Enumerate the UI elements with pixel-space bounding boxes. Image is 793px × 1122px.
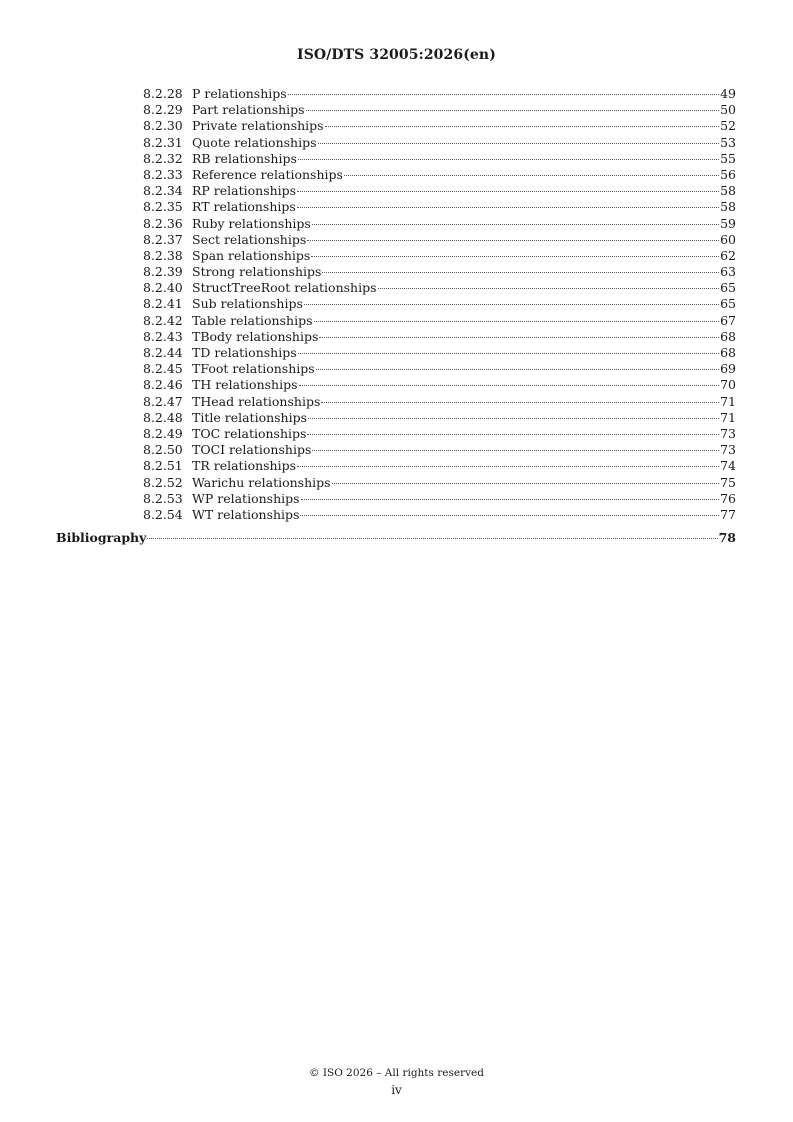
page-number: iv [391, 1083, 402, 1097]
toc-leader-dots [332, 483, 720, 484]
toc-entry-number: 8.2.35 [143, 199, 183, 215]
toc-entry-page: 60 [720, 231, 736, 247]
toc-entry-title: Warichu relationships [192, 474, 331, 490]
toc-entry-page: 56 [720, 166, 736, 182]
toc-entry-number: 8.2.53 [143, 490, 183, 506]
toc-entry[interactable] [56, 313, 736, 329]
toc-entry-page: 77 [720, 506, 736, 522]
toc-entry-title: TFoot relationships [192, 361, 315, 377]
toc-entry[interactable] [56, 507, 736, 523]
toc-leader-dots [299, 385, 720, 386]
toc-entry-title: Table relationships [192, 312, 313, 328]
toc-entry-page: 58 [720, 183, 736, 199]
toc-entry-page: 53 [720, 134, 736, 150]
table-of-contents [56, 86, 736, 546]
toc-leader-dots [325, 126, 720, 127]
toc-entry-page: 75 [720, 474, 736, 490]
toc-entry-page: 71 [720, 409, 736, 425]
toc-entry-number: 8.2.34 [143, 183, 183, 199]
toc-entry[interactable] [56, 442, 736, 458]
toc-entry[interactable] [56, 394, 736, 410]
toc-entry[interactable] [56, 296, 736, 312]
toc-leader-dots [306, 110, 720, 111]
toc-entry-title: TH relationships [192, 377, 298, 393]
toc-entry-title: Ruby relationships [192, 215, 311, 231]
toc-entry-page: 52 [720, 118, 736, 134]
toc-entry[interactable] [56, 264, 736, 280]
toc-entry-title: Span relationships [192, 247, 311, 263]
toc-entry-title: RP relationships [192, 183, 297, 199]
toc-entry-page: 55 [720, 150, 736, 166]
toc-entry[interactable] [56, 135, 736, 151]
toc-entry-number: 8.2.48 [143, 409, 183, 425]
toc-entry-page: 73 [720, 425, 736, 441]
toc-entry-page: 67 [720, 312, 736, 328]
toc-entry-number: 8.2.36 [143, 215, 183, 231]
toc-leader-dots [147, 538, 717, 539]
toc-entry[interactable] [56, 426, 736, 442]
toc-leader-dots [298, 159, 719, 160]
toc-entry-number: 8.2.37 [143, 231, 183, 247]
toc-leader-dots [321, 402, 719, 403]
toc-leader-dots [314, 321, 720, 322]
toc-entry[interactable] [56, 377, 736, 393]
toc-entry-page: 49 [720, 86, 736, 101]
toc-leader-dots [316, 369, 719, 370]
toc-leader-dots [300, 515, 719, 516]
toc-entry[interactable] [56, 167, 736, 183]
toc-leader-dots [308, 418, 719, 419]
toc-leader-dots [319, 337, 719, 338]
toc-entry-page: 69 [720, 361, 736, 377]
document-header [0, 47, 793, 63]
toc-entry[interactable] [56, 248, 736, 264]
toc-entry-page: 68 [720, 345, 736, 360]
toc-entry[interactable] [56, 361, 736, 377]
toc-leader-dots [297, 207, 719, 208]
document-id: ISO/DTS 32005:2026(en) [297, 47, 496, 63]
toc-entry-title: Strong relationships [192, 264, 322, 280]
toc-leader-dots [288, 94, 719, 95]
toc-entry[interactable] [56, 491, 736, 507]
toc-entry[interactable] [56, 118, 736, 134]
toc-entry-title: RB relationships [192, 150, 297, 166]
toc-entry-number: 8.2.32 [143, 150, 183, 166]
toc-entry[interactable] [56, 345, 736, 361]
toc-entry-page: 65 [720, 280, 736, 296]
toc-entry-number: 8.2.39 [143, 264, 183, 280]
toc-entry-number: 8.2.28 [143, 86, 183, 101]
toc-leader-dots [304, 304, 719, 305]
toc-leader-dots [298, 353, 719, 354]
toc-entry[interactable] [56, 475, 736, 491]
toc-entry-title: THead relationships [192, 393, 321, 409]
toc-entry-page: 62 [720, 247, 736, 263]
toc-entry-number: 8.2.44 [143, 345, 183, 360]
toc-leader-dots [312, 450, 719, 451]
toc-entry-title: Sect relationships [192, 231, 307, 247]
toc-entry-title: Sub relationships [192, 296, 303, 312]
toc-entry-title: Reference relationships [192, 166, 343, 182]
toc-entry-page: 78 [718, 530, 736, 546]
toc-entry-title: TR relationships [192, 458, 297, 474]
toc-leader-dots [318, 143, 720, 144]
toc-entry[interactable] [56, 151, 736, 167]
toc-leader-dots [297, 191, 719, 192]
toc-entry[interactable] [56, 183, 736, 199]
toc-entry[interactable] [56, 216, 736, 232]
toc-entry-page: 59 [720, 215, 736, 231]
toc-entry-page: 74 [720, 458, 736, 474]
toc-entry-number: 8.2.54 [143, 506, 183, 522]
toc-entry-page: 73 [720, 442, 736, 458]
toc-entry-number: 8.2.50 [143, 442, 183, 458]
toc-leader-dots [297, 466, 719, 467]
toc-entry-title: TOC relationships [192, 425, 307, 441]
toc-entry-page: 65 [720, 296, 736, 312]
toc-entry-title: Private relationships [192, 118, 324, 134]
toc-entry-page: 63 [720, 264, 736, 280]
toc-entry-title: TOCI relationships [192, 442, 312, 458]
toc-entry-number: 8.2.49 [143, 425, 183, 441]
toc-leader-dots [322, 272, 719, 273]
toc-entry-number: 8.2.41 [143, 296, 183, 312]
toc-entry-title: StructTreeRoot relationships [192, 280, 377, 296]
toc-entry-title: TBody relationships [192, 328, 319, 344]
toc-entry[interactable] [56, 232, 736, 248]
toc-entry-title: RT relationships [192, 199, 296, 215]
toc-entry-number: 8.2.29 [143, 102, 183, 118]
toc-leader-dots [344, 175, 719, 176]
toc-entry-page: 50 [720, 102, 736, 118]
toc-entry[interactable] [56, 329, 736, 345]
toc-entry-number: 8.2.30 [143, 118, 183, 134]
toc-entry-title: Bibliography [56, 530, 147, 546]
toc-entry-number: 8.2.31 [143, 134, 183, 150]
toc-entry-number: 8.2.52 [143, 474, 183, 490]
toc-entry-page: 71 [720, 393, 736, 409]
toc-entry-number: 8.2.38 [143, 247, 183, 263]
toc-entry-title: Quote relationships [192, 134, 317, 150]
toc-entry[interactable] [56, 458, 736, 474]
toc-entry[interactable] [56, 199, 736, 215]
toc-entry-number: 8.2.42 [143, 312, 183, 328]
toc-entry-title: WT relationships [192, 506, 300, 522]
toc-entry-title: WP relationships [192, 490, 300, 506]
toc-entry[interactable] [56, 86, 736, 102]
toc-entry-page: 76 [720, 490, 736, 506]
toc-leader-dots [301, 499, 720, 500]
toc-leader-dots [312, 224, 719, 225]
toc-entry-page: 68 [720, 328, 736, 344]
toc-entry-number: 8.2.33 [143, 166, 183, 182]
toc-leader-dots [378, 288, 720, 289]
toc-entry-number: 8.2.45 [143, 361, 183, 377]
toc-entry-number: 8.2.46 [143, 377, 183, 393]
toc-leader-dots [307, 434, 719, 435]
toc-entry[interactable] [56, 410, 736, 426]
toc-entry-number: 8.2.43 [143, 328, 183, 344]
toc-entry-page: 58 [720, 199, 736, 215]
toc-entry[interactable] [56, 102, 736, 118]
toc-leader-dots [311, 256, 719, 257]
copyright-notice: © ISO 2026 – All rights reserved [309, 1067, 484, 1079]
document-footer [0, 1067, 793, 1097]
toc-entry-bibliography[interactable] [56, 530, 736, 546]
toc-entry-number: 8.2.40 [143, 280, 183, 296]
toc-entry-title: TD relationships [192, 345, 297, 360]
toc-entry-number: 8.2.51 [143, 458, 183, 474]
toc-entry[interactable] [56, 280, 736, 296]
toc-entry-title: Title relationships [192, 409, 308, 425]
toc-entry-title: P relationships [192, 86, 287, 101]
toc-leader-dots [307, 240, 719, 241]
toc-entry-number: 8.2.47 [143, 393, 183, 409]
toc-entry-title: Part relationships [192, 102, 305, 118]
toc-entry-page: 70 [720, 377, 736, 393]
